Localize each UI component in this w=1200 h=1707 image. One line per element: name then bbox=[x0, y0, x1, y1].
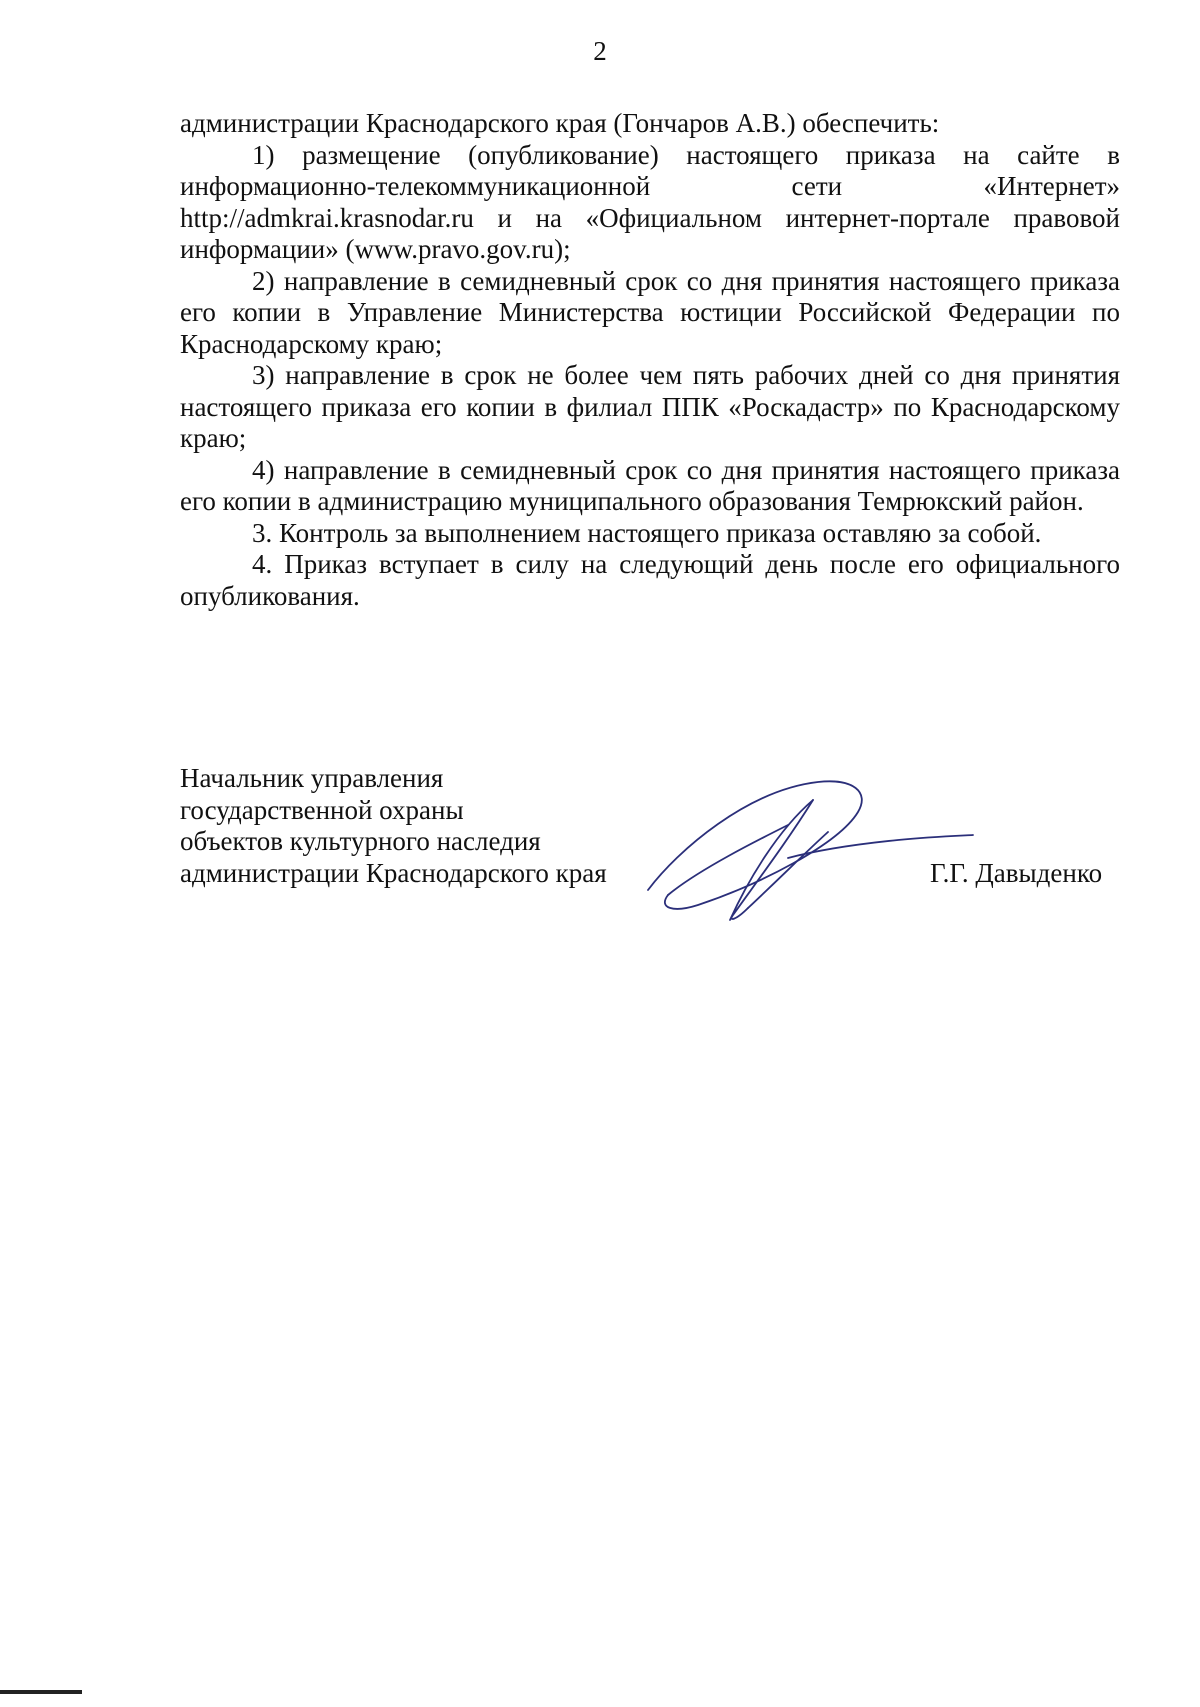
signatory-title-line: государственной охраны bbox=[180, 794, 464, 825]
page-number: 2 bbox=[593, 36, 607, 66]
signatory-title-line: администрации Краснодарского края bbox=[180, 857, 607, 888]
paragraph-item-2: 2) направление в семидневный срок со дня принятия настоящего приказа его копии в Управление Министерства юстиции Российской Федерации по Краснодарскому краю; bbox=[180, 265, 1120, 359]
scan-edge-mark bbox=[0, 1690, 82, 1694]
paragraph-item-4: 4) направление в семидневный срок со дня принятия настоящего приказа его копии в администрацию муниципального образования Темрюкский район. bbox=[180, 454, 1120, 516]
paragraph-continuation: администрации Краснодарского края (Гончаров А.В.) обеспечить: bbox=[180, 108, 940, 138]
signatory-title-line: объектов культурного наследия bbox=[180, 826, 541, 856]
handwritten-signature bbox=[638, 770, 978, 930]
paragraph-item-3: 3) направление в срок не более чем пять рабочих дней со дня принятия настоящего приказа его копии в филиал ППК «Роскадастр» по Краснодарскому краю; bbox=[180, 360, 1120, 453]
signer-name: Г.Г. Давыденко bbox=[930, 858, 1103, 888]
paragraph-clause-4: 4. Приказ вступает в силу на следующий день после его официального опубликования. bbox=[180, 549, 1120, 611]
signatory-title-line: Начальник управления bbox=[180, 763, 444, 793]
paragraph-clause-3: 3. Контроль за выполнением настоящего приказа оставляю за собой. bbox=[252, 517, 1042, 548]
paragraph-item-1: 1) размещение (опубликование) настоящего приказа на сайте в информационно-телекоммуникационной сети «Интернет» http://admkrai.krasnodar.ru и на «Официальном интернет-портале правовой информации» (www.pravo.gov.ru); bbox=[180, 139, 1120, 264]
signatory-title bbox=[180, 763, 640, 889]
document-body bbox=[180, 108, 1120, 612]
